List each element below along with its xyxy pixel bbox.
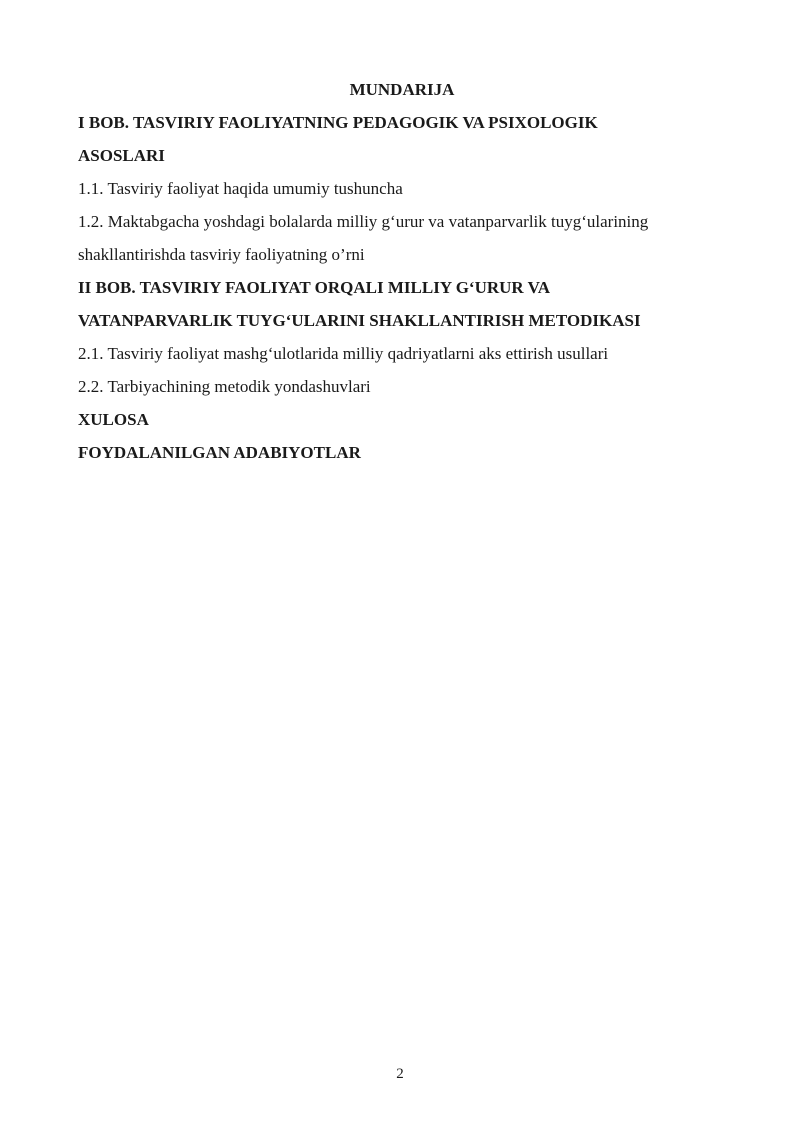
section-1-2-line-1: 1.2. Maktabgacha yoshdagi bolalarda milliy g‘urur va vatanparvarlik tuyg‘ularining (78, 212, 649, 231)
references-heading: FOYDALANILGAN ADABIYOTLAR (78, 443, 361, 462)
conclusion-heading: XULOSA (78, 410, 149, 429)
chapter-2-heading-line-1: II BOB. TASVIRIY FAOLIYAT ORQALI MILLIY G‘URUR VA (78, 278, 551, 297)
section-2-1: 2.1. Tasviriy faoliyat mashg‘ulotlarida milliy qadriyatlarni aks ettirish usullari (78, 344, 609, 363)
table-of-contents (78, 74, 728, 469)
chapter-1-heading-line-2: ASOSLARI (78, 146, 165, 165)
chapter-2-heading-line-2: VATANPARVARLIK TUYG‘ULARINI SHAKLLANTIRISH METODIKASI (78, 311, 641, 330)
section-2-2: 2.2. Tarbiyachining metodik yondashuvlari (78, 377, 371, 396)
page-number: 2 (396, 1066, 404, 1082)
section-1-1: 1.1. Tasviriy faoliyat haqida umumiy tushuncha (78, 179, 403, 198)
toc-title: MUNDARIJA (349, 80, 455, 99)
section-1-2-line-2: shakllantirishda tasviriy faoliyatning o’rni (78, 245, 365, 264)
chapter-1-heading-line-1: I BOB. TASVIRIY FAOLIYATNING PEDAGOGIK VA PSIXOLOGIK (78, 113, 598, 132)
